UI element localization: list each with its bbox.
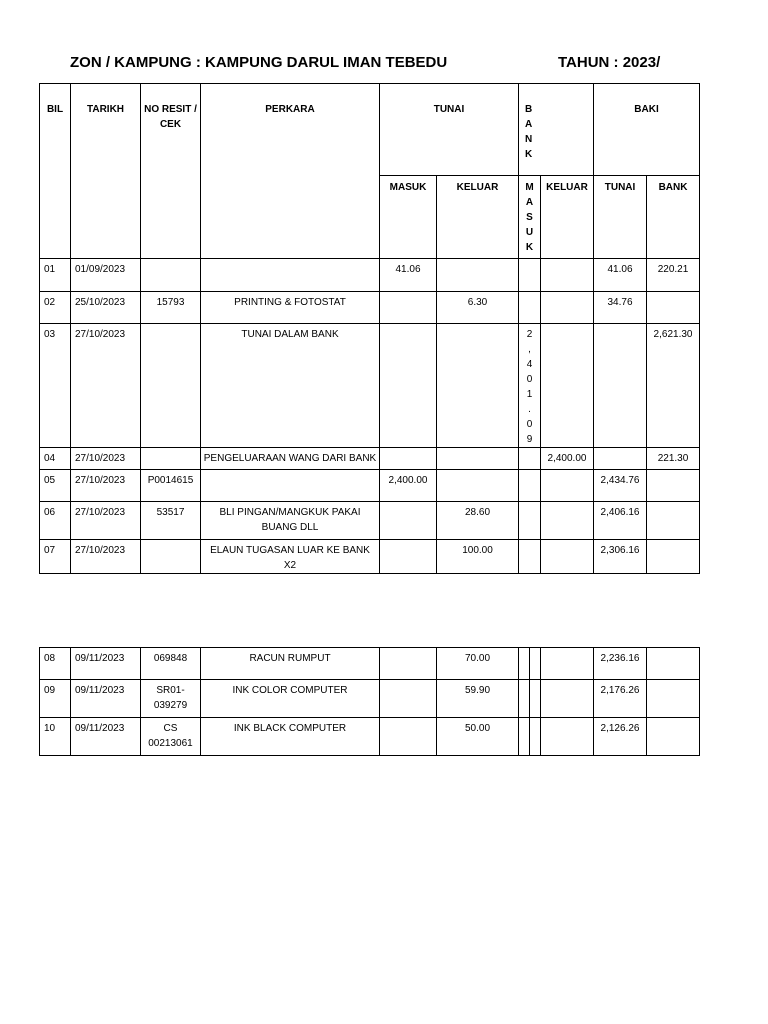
- row-resit: P0014615: [141, 470, 201, 502]
- col-header-tunai-keluar: KELUAR: [437, 176, 519, 259]
- table-row: [40, 259, 700, 292]
- row-baki-tunai: 2,236.16: [594, 648, 647, 680]
- row-tarikh: 25/10/2023: [71, 292, 141, 324]
- col-header-baki-tunai: TUNAI: [594, 176, 647, 259]
- table-row: [40, 540, 700, 574]
- row-baki-bank: 220.21: [647, 259, 700, 292]
- row-baki-bank: [647, 502, 700, 540]
- row-tunai-masuk: [380, 680, 437, 718]
- row-bank-masuk-spacer: [530, 648, 541, 680]
- row-baki-tunai: [594, 324, 647, 448]
- row-tarikh: 09/11/2023: [71, 680, 141, 718]
- row-bank-keluar: [541, 540, 594, 574]
- col-header-tunai: TUNAI: [380, 84, 519, 176]
- row-perkara: INK BLACK COMPUTER: [201, 718, 380, 756]
- row-perkara: RACUN RUMPUT: [201, 648, 380, 680]
- row-bil: 02: [40, 292, 71, 324]
- row-perkara: [201, 259, 380, 292]
- row-baki-tunai: 34.76: [594, 292, 647, 324]
- row-bank-masuk: [519, 648, 530, 680]
- row-bank-keluar: [541, 259, 594, 292]
- row-bil: 08: [40, 648, 71, 680]
- year-label: TAHUN : 2023/: [558, 54, 661, 71]
- row-perkara: ELAUN TUGASAN LUAR KE BANK X2: [201, 540, 380, 574]
- row-bil: 10: [40, 718, 71, 756]
- col-header-tunai-masuk: MASUK: [380, 176, 437, 259]
- table-row: [40, 470, 700, 502]
- row-resit: 53517: [141, 502, 201, 540]
- col-header-tarikh: TARIKH: [71, 84, 141, 259]
- row-resit: SR01-039279: [141, 680, 201, 718]
- row-baki-tunai: 2,306.16: [594, 540, 647, 574]
- col-header-no-resit: NO RESIT / CEK: [141, 84, 201, 259]
- row-tarikh: 27/10/2023: [71, 502, 141, 540]
- page-title: ZON / KAMPUNG : KAMPUNG DARUL IMAN TEBEDU: [70, 54, 448, 71]
- row-baki-tunai: 2,406.16: [594, 502, 647, 540]
- row-bank-masuk: [519, 718, 530, 756]
- table-row: [40, 680, 700, 718]
- row-tunai-keluar: [437, 259, 519, 292]
- row-baki-bank: [647, 718, 700, 756]
- row-bank-masuk: [519, 680, 530, 718]
- row-tunai-keluar: 59.90: [437, 680, 519, 718]
- row-bil: 06: [40, 502, 71, 540]
- row-tunai-keluar: 6.30: [437, 292, 519, 324]
- row-resit: 15793: [141, 292, 201, 324]
- row-perkara: BLI PINGAN/MANGKUK PAKAI BUANG DLL: [201, 502, 380, 540]
- row-tunai-keluar: [437, 470, 519, 502]
- row-tarikh: 27/10/2023: [71, 324, 141, 448]
- row-bank-masuk: [519, 448, 541, 470]
- row-tarikh: 27/10/2023: [71, 470, 141, 502]
- row-baki-bank: [647, 648, 700, 680]
- row-resit: 069848: [141, 648, 201, 680]
- row-resit: [141, 448, 201, 470]
- row-tarikh: 27/10/2023: [71, 540, 141, 574]
- row-bil: 01: [40, 259, 71, 292]
- row-tarikh: 27/10/2023: [71, 448, 141, 470]
- col-header-bank-masuk: [519, 176, 541, 259]
- row-bank-masuk: [519, 292, 541, 324]
- row-bil: 07: [40, 540, 71, 574]
- row-tunai-masuk: [380, 718, 437, 756]
- table-row: [40, 648, 700, 680]
- row-perkara: PENGELUARAAN WANG DARI BANK: [201, 448, 380, 470]
- row-bank-masuk: [519, 540, 541, 574]
- row-baki-bank: [647, 540, 700, 574]
- row-resit: CS 00213061: [141, 718, 201, 756]
- table-row: [40, 448, 700, 470]
- row-bank-masuk: [519, 470, 541, 502]
- row-tarikh: 09/11/2023: [71, 718, 141, 756]
- row-perkara: INK COLOR COMPUTER: [201, 680, 380, 718]
- ledger-table-1: [39, 83, 700, 574]
- row-bank-masuk: [519, 502, 541, 540]
- row-baki-tunai: 2,176.26: [594, 680, 647, 718]
- row-tunai-masuk: 2,400.00: [380, 470, 437, 502]
- row-tunai-masuk: [380, 648, 437, 680]
- row-bank-masuk-spacer: [530, 680, 541, 718]
- row-bil: 05: [40, 470, 71, 502]
- row-bank-keluar: [541, 292, 594, 324]
- row-bank-masuk: [519, 324, 541, 448]
- row-baki-bank: 2,621.30: [647, 324, 700, 448]
- table-row: [40, 292, 700, 324]
- row-perkara: TUNAI DALAM BANK: [201, 324, 380, 448]
- row-perkara: PRINTING & FOTOSTAT: [201, 292, 380, 324]
- row-tunai-masuk: [380, 292, 437, 324]
- row-tunai-masuk: [380, 448, 437, 470]
- row-tunai-masuk: [380, 324, 437, 448]
- row-bank-masuk: [519, 259, 541, 292]
- row-baki-tunai: [594, 448, 647, 470]
- row-bank-keluar: [541, 648, 594, 680]
- row-tunai-masuk: 41.06: [380, 259, 437, 292]
- row-tunai-keluar: [437, 448, 519, 470]
- row-tunai-keluar: 70.00: [437, 648, 519, 680]
- row-bil: 09: [40, 680, 71, 718]
- table-row: [40, 502, 700, 540]
- col-header-bank-keluar: KELUAR: [541, 176, 594, 259]
- ledger-table-2: [39, 647, 700, 756]
- row-baki-tunai: 2,434.76: [594, 470, 647, 502]
- row-bank-keluar: [541, 718, 594, 756]
- row-bank-keluar: [541, 680, 594, 718]
- table-row: [40, 718, 700, 756]
- col-header-bank: [519, 84, 594, 176]
- row-tunai-keluar: [437, 324, 519, 448]
- table-row: [40, 324, 700, 448]
- col-header-perkara: PERKARA: [201, 84, 380, 259]
- row-baki-bank: [647, 680, 700, 718]
- row-baki-bank: [647, 470, 700, 502]
- col-header-baki: BAKI: [594, 84, 700, 176]
- row-bank-masuk-spacer: [530, 718, 541, 756]
- row-tunai-keluar: 50.00: [437, 718, 519, 756]
- row-baki-bank: 221.30: [647, 448, 700, 470]
- row-resit: [141, 324, 201, 448]
- row-bank-keluar: [541, 502, 594, 540]
- row-tunai-keluar: 100.00: [437, 540, 519, 574]
- row-tarikh: 01/09/2023: [71, 259, 141, 292]
- row-baki-tunai: 41.06: [594, 259, 647, 292]
- row-bank-keluar: 2,400.00: [541, 448, 594, 470]
- row-bank-keluar: [541, 470, 594, 502]
- row-baki-tunai: 2,126.26: [594, 718, 647, 756]
- row-tunai-masuk: [380, 502, 437, 540]
- row-bank-keluar: [541, 324, 594, 448]
- col-header-baki-bank: BANK: [647, 176, 700, 259]
- row-baki-bank: [647, 292, 700, 324]
- row-bank-masuk-text: 2 , 4 0 1 . 0 9: [526, 329, 533, 445]
- row-tunai-keluar: 28.60: [437, 502, 519, 540]
- row-tunai-masuk: [380, 540, 437, 574]
- col-header-bil: BIL: [40, 84, 71, 259]
- row-bil: 04: [40, 448, 71, 470]
- row-tarikh: 09/11/2023: [71, 648, 141, 680]
- row-resit: [141, 540, 201, 574]
- row-perkara: [201, 470, 380, 502]
- row-bil: 03: [40, 324, 71, 448]
- col-header-bank-text: B A N K: [525, 104, 533, 160]
- col-header-bank-masuk-text: M A S U K: [525, 182, 534, 253]
- row-resit: [141, 259, 201, 292]
